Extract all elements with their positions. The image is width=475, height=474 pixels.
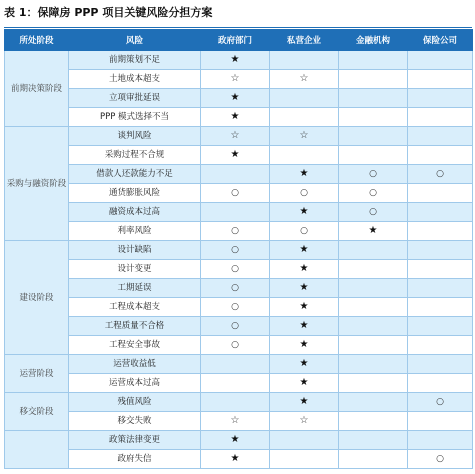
header-private: 私营企业 [270,30,339,51]
government-cell [201,412,270,431]
private-cell [270,412,339,431]
risk-cell: 借款人还款能力不足 [69,165,201,184]
government-cell [201,108,270,127]
stage-cell: 采购与融资阶段 [5,127,69,241]
private-cell [270,127,339,146]
insurance-cell [408,393,473,412]
government-cell [201,393,270,412]
circle-icon: ○ [436,453,444,464]
insurance-cell [408,108,473,127]
insurance-cell [408,279,473,298]
insurance-cell [408,127,473,146]
financial-cell [339,298,408,317]
filled-star-icon: ★ [299,206,309,217]
filled-star-icon: ★ [230,149,240,160]
insurance-cell [408,222,473,241]
filled-star-icon: ★ [230,111,240,122]
insurance-cell [408,336,473,355]
financial-cell [339,108,408,127]
risk-cell: 政府失信 [69,450,201,469]
risk-cell: PPP 模式选择不当 [69,108,201,127]
stage-cell [5,431,69,469]
financial-cell [339,222,408,241]
private-cell [270,317,339,336]
insurance-cell [408,70,473,89]
private-cell [270,241,339,260]
table-row [5,241,473,260]
private-cell [270,260,339,279]
government-cell [201,146,270,165]
insurance-cell [408,146,473,165]
private-cell [270,89,339,108]
government-cell [201,222,270,241]
filled-star-icon: ★ [299,339,309,350]
stage-cell: 移交阶段 [5,393,69,431]
private-cell [270,336,339,355]
government-cell [201,51,270,70]
circle-icon: ○ [231,263,239,274]
hollow-star-icon: ☆ [230,415,240,426]
private-cell [270,203,339,222]
government-cell [201,298,270,317]
private-cell [270,146,339,165]
table-row [5,165,473,184]
table-row [5,336,473,355]
risk-cell: 移交失败 [69,412,201,431]
insurance-cell [408,355,473,374]
filled-star-icon: ★ [230,92,240,103]
insurance-cell [408,412,473,431]
circle-icon: ○ [231,282,239,293]
table-row [5,203,473,222]
insurance-cell [408,165,473,184]
financial-cell [339,317,408,336]
table-row [5,412,473,431]
government-cell [201,127,270,146]
risk-cell: 谈判风险 [69,127,201,146]
table-header-row [5,30,473,51]
table-row [5,393,473,412]
risk-cell: 工程成本超支 [69,298,201,317]
table-row [5,222,473,241]
circle-icon: ○ [231,225,239,236]
private-cell [270,165,339,184]
financial-cell [339,146,408,165]
table-title: 表 1：保障房 PPP 项目关键风险分担方案 [4,6,213,19]
insurance-cell [408,203,473,222]
table-row [5,374,473,393]
financial-cell [339,51,408,70]
circle-icon: ○ [300,187,308,198]
filled-star-icon: ★ [299,168,309,179]
circle-icon: ○ [231,244,239,255]
private-cell [270,374,339,393]
insurance-cell [408,51,473,70]
financial-cell [339,260,408,279]
risk-cell: 工程安全事故 [69,336,201,355]
header-insurance: 保险公司 [408,30,473,51]
circle-icon: ○ [436,396,444,407]
risk-allocation-table [4,29,473,469]
government-cell [201,317,270,336]
filled-star-icon: ★ [299,396,309,407]
table-row [5,70,473,89]
filled-star-icon: ★ [299,377,309,388]
risk-cell: 工期延误 [69,279,201,298]
private-cell [270,450,339,469]
stage-cell: 运营阶段 [5,355,69,393]
financial-cell [339,127,408,146]
circle-icon: ○ [231,320,239,331]
table-row [5,355,473,374]
government-cell [201,203,270,222]
risk-cell: 运营收益低 [69,355,201,374]
government-cell [201,165,270,184]
hollow-star-icon: ☆ [230,130,240,141]
filled-star-icon: ★ [299,263,309,274]
financial-cell [339,355,408,374]
stage-cell: 建设阶段 [5,241,69,355]
risk-cell: 政策法律变更 [69,431,201,450]
table-row [5,146,473,165]
risk-cell: 残值风险 [69,393,201,412]
table-row [5,317,473,336]
table-row [5,127,473,146]
circle-icon: ○ [300,225,308,236]
filled-star-icon: ★ [230,434,240,445]
private-cell [270,222,339,241]
insurance-cell [408,431,473,450]
private-cell [270,393,339,412]
circle-icon: ○ [436,168,444,179]
private-cell [270,298,339,317]
government-cell [201,89,270,108]
insurance-cell [408,374,473,393]
private-cell [270,51,339,70]
insurance-cell [408,317,473,336]
government-cell [201,241,270,260]
financial-cell [339,165,408,184]
filled-star-icon: ★ [230,453,240,464]
header-government: 政府部门 [201,30,270,51]
financial-cell [339,374,408,393]
table-row [5,260,473,279]
risk-cell: 运营成本过高 [69,374,201,393]
financial-cell [339,203,408,222]
risk-cell: 通货膨胀风险 [69,184,201,203]
financial-cell [339,241,408,260]
table-row [5,450,473,469]
financial-cell [339,412,408,431]
circle-icon: ○ [231,301,239,312]
risk-cell: 设计变更 [69,260,201,279]
risk-cell: 前期策划不足 [69,51,201,70]
circle-icon: ○ [369,168,377,179]
private-cell [270,108,339,127]
hollow-star-icon: ☆ [299,415,309,426]
risk-cell: 利率风险 [69,222,201,241]
government-cell [201,431,270,450]
circle-icon: ○ [369,206,377,217]
private-cell [270,279,339,298]
filled-star-icon: ★ [230,54,240,65]
insurance-cell [408,241,473,260]
filled-star-icon: ★ [299,301,309,312]
hollow-star-icon: ☆ [299,130,309,141]
private-cell [270,355,339,374]
risk-cell: 土地成本超支 [69,70,201,89]
insurance-cell [408,89,473,108]
circle-icon: ○ [369,187,377,198]
government-cell [201,374,270,393]
header-financial: 金融机构 [339,30,408,51]
title-divider [4,27,472,28]
risk-cell: 采购过程不合规 [69,146,201,165]
filled-star-icon: ★ [299,244,309,255]
financial-cell [339,336,408,355]
insurance-cell [408,260,473,279]
government-cell [201,355,270,374]
risk-cell: 立项审批延误 [69,89,201,108]
private-cell [270,184,339,203]
table-row [5,279,473,298]
financial-cell [339,184,408,203]
filled-star-icon: ★ [299,282,309,293]
header-stage: 所处阶段 [5,30,69,51]
insurance-cell [408,450,473,469]
hollow-star-icon: ☆ [299,73,309,84]
financial-cell [339,279,408,298]
filled-star-icon: ★ [299,320,309,331]
circle-icon: ○ [231,187,239,198]
filled-star-icon: ★ [368,225,378,236]
insurance-cell [408,298,473,317]
financial-cell [339,89,408,108]
hollow-star-icon: ☆ [230,73,240,84]
risk-cell: 融资成本过高 [69,203,201,222]
financial-cell [339,450,408,469]
insurance-cell [408,184,473,203]
government-cell [201,184,270,203]
table-row [5,431,473,450]
private-cell [270,431,339,450]
government-cell [201,336,270,355]
table-row [5,108,473,127]
risk-cell: 设计缺陷 [69,241,201,260]
financial-cell [339,431,408,450]
government-cell [201,279,270,298]
filled-star-icon: ★ [299,358,309,369]
table-row [5,298,473,317]
circle-icon: ○ [231,339,239,350]
financial-cell [339,70,408,89]
private-cell [270,70,339,89]
government-cell [201,260,270,279]
risk-cell: 工程质量不合格 [69,317,201,336]
table-row [5,89,473,108]
stage-cell: 前期决策阶段 [5,51,69,127]
header-risk: 风险 [69,30,201,51]
government-cell [201,70,270,89]
table-row [5,51,473,70]
government-cell [201,450,270,469]
financial-cell [339,393,408,412]
table-row [5,184,473,203]
